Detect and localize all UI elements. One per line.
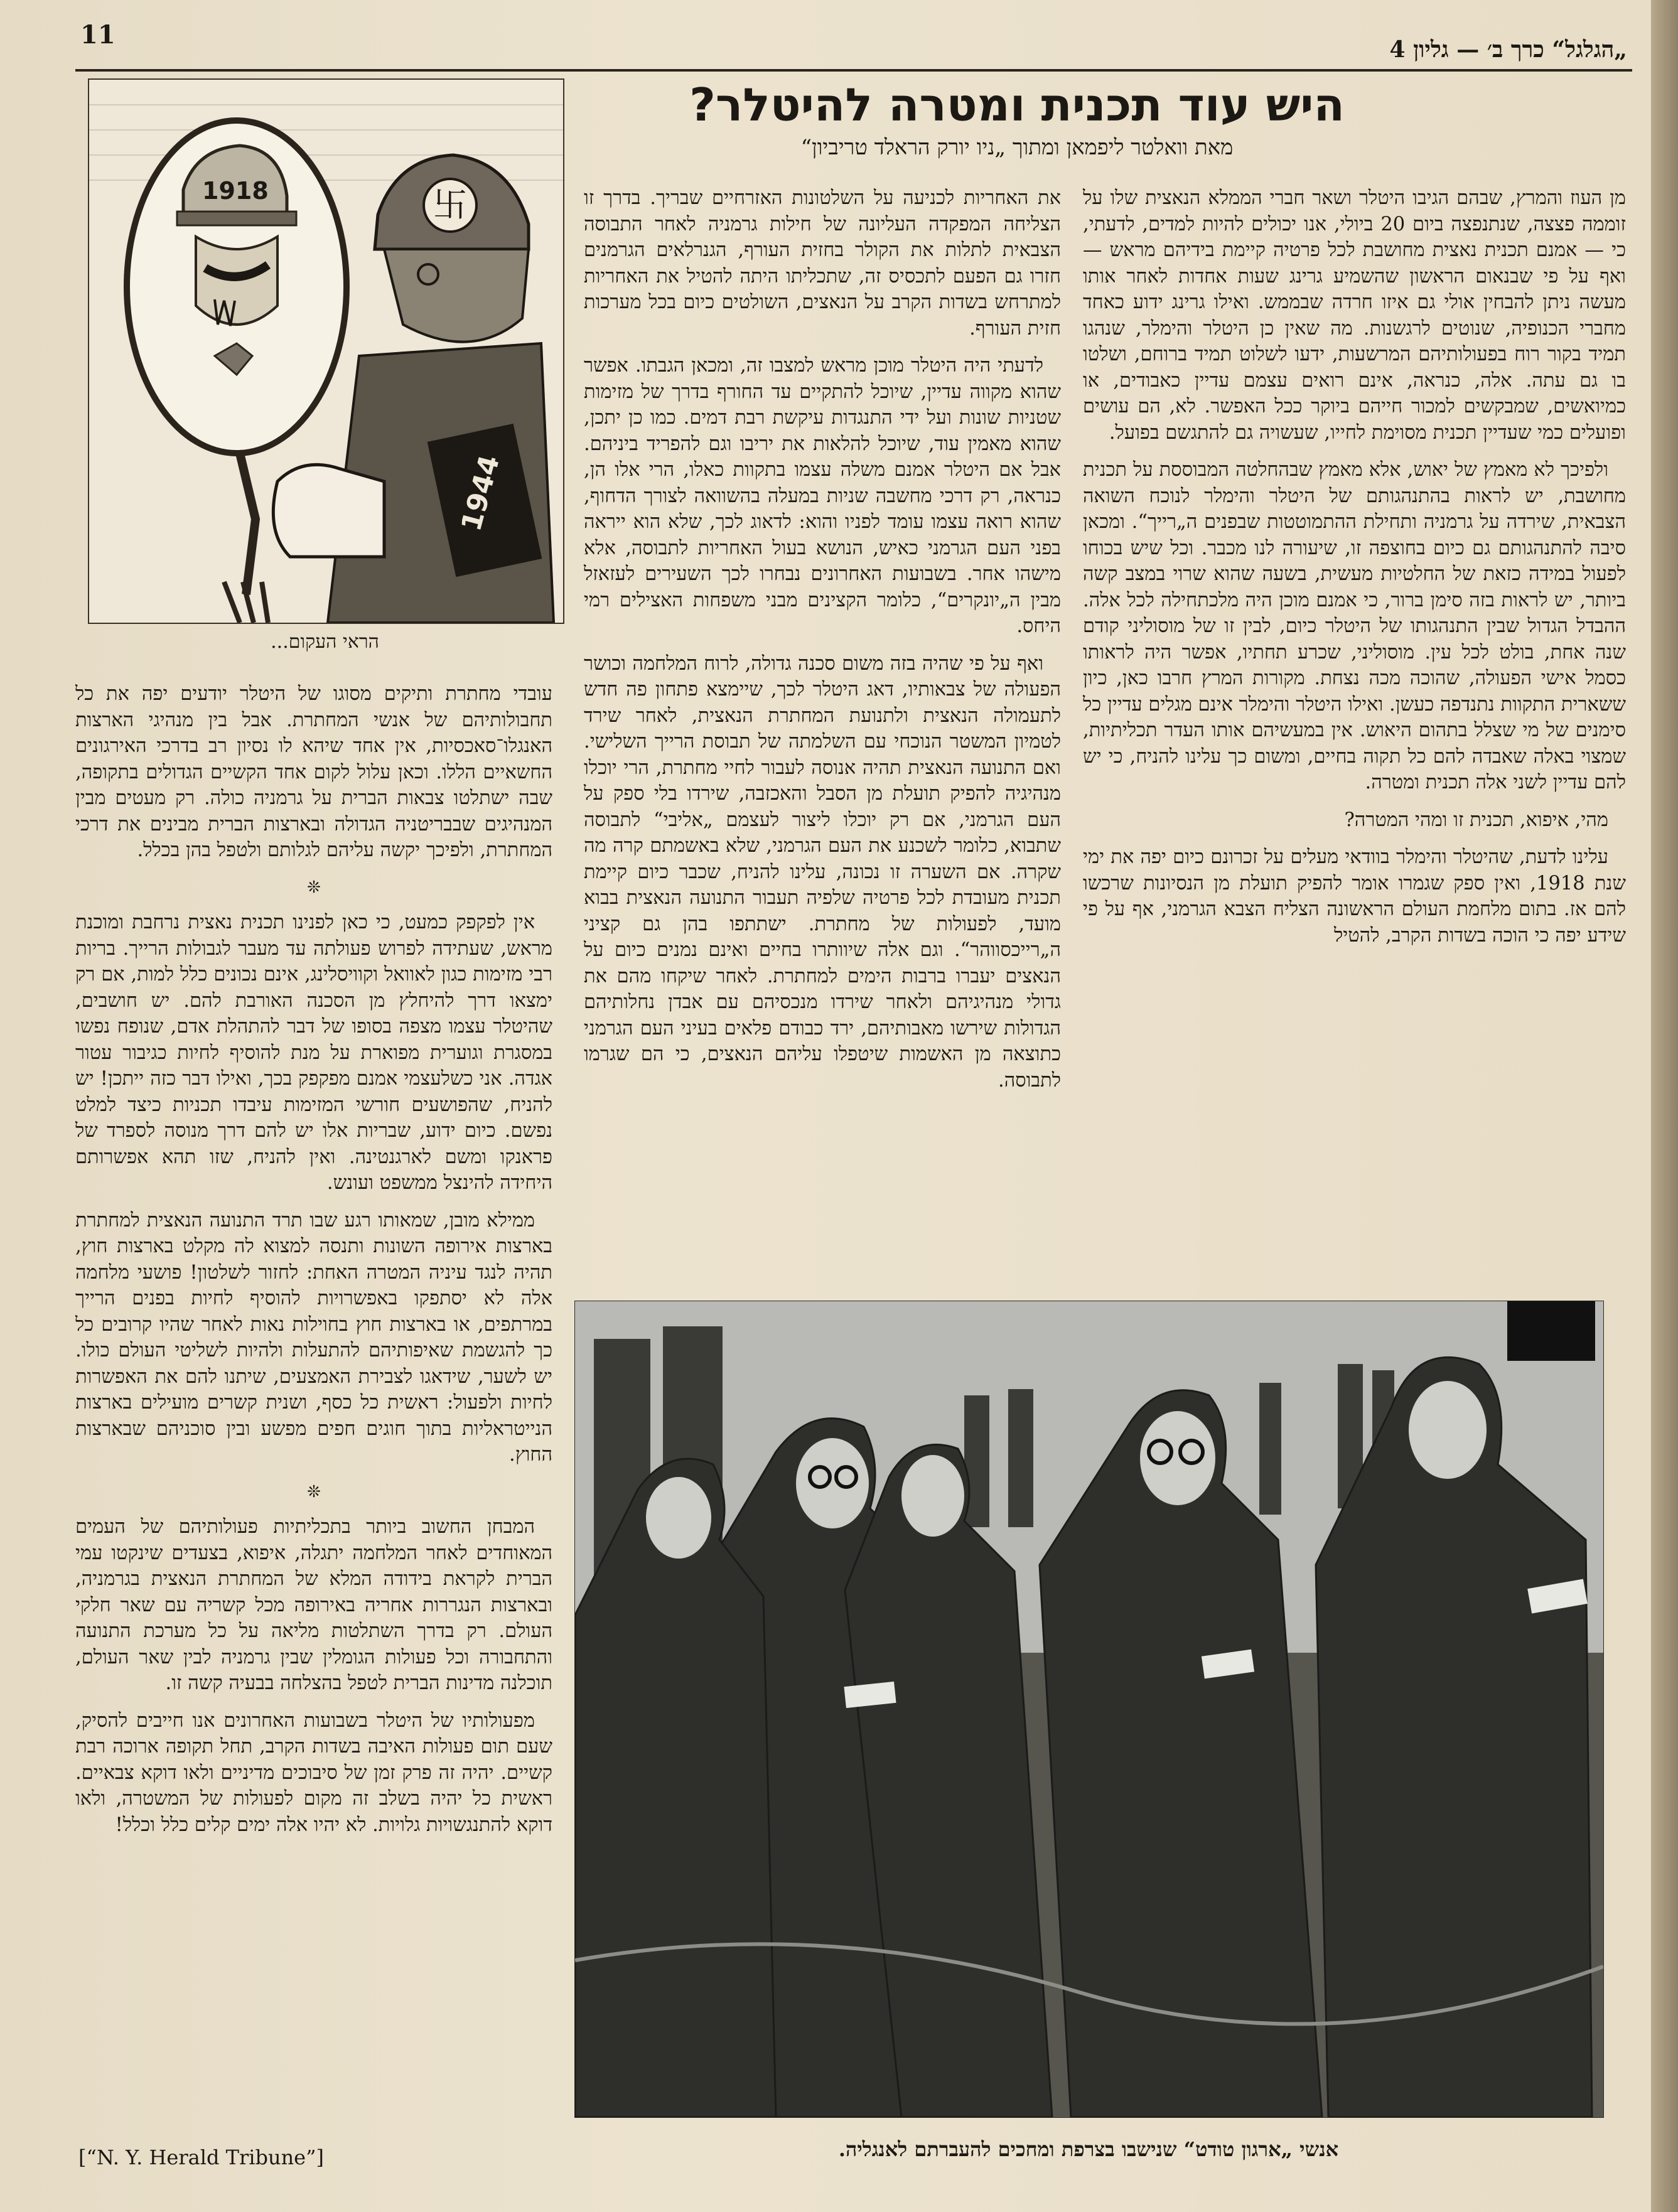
prisoners-photo: [574, 1301, 1604, 2118]
paragraph: אין לפקפק כמעט, כי כאן לפנינו תכנית נאצית נרחבת ומוכנת מראש, שעתידה לפרוש פעולתה עד מעבר לגבולות הרייך. בריות רבי מזימות כגון לאוואל וקוויסלינג, אינם נכונים כלל למות, אם רק ימצאו דרך להיחלץ מן הסכנה האורבת להם. יש חושבים, שהיטלר עצמו מצפה בסופו של דבר להתהלת אדם, שנופח נפשו במסגרת וגוערית מפוארת על מנת להוסיף לחיות כגיבור עטור אגדה. אני כשלעצמי אמנם מפקפק בכך, ואילו דבר כזה ייתכן! יש להניח, שהפושעים חורשי המזימות עיבדו תכניות כיצד למלט נפשם. כיום ידוע, שבריות אלו יש להם דרך מנוסה לספרד של פראנקו ומשם לארגנטינה. ואין להניח, שזו תהא אפשרותם היחידה להינצל ממשפט ועונש.: [75, 911, 552, 1194]
paragraph: המבחן החשוב ביותר בתכליתיות פעולותיהם של העמים המאוחדים לאחר המלחמה יתגלה, איפוא, בצעדים שינקטו עמי הברית לקראת בידודה המלא של המחתרת הנאצית בגרמניה, ובארצות הנגררות אחריה באירופה מכל קשריה עם שאר חלקי העולם. רק בדרך השתלטות מליאה על כל מערכת התנועה והתחבורה וכל פעולות הגומלין שבין גרמניה לבין שאר העולם, תוכלנה מדינות הברית לטפל בהצלחה בבעיה קשה זו.: [75, 1516, 552, 1694]
text-column-3: [75, 681, 552, 2144]
paragraph: ממילא מובן, שמאותו רגע שבו תרד התנועה הנאצית למחתרת בארצות אירופה השונות ותנסה למצוא לה מקלט בארצות חוץ, תהיה לנגד עיניה המטרה האחת: לחזור לשלטון! פושעי מלחמה אלה לא יסתפקו באפשרויות להוסיף לחיות בפנים הרייך במרתפים, או בארצות חוץ בחוילות נאות לאחר שהיו קרובים כל כך להגשמת שאיפותיהם להתעלות ולהיות לשליטי העולם כולו. יש לשער, שידאגו לצבירת האמצעים, שיתנו להם את האפשרות לחיות ולפעול: ראשית כל כסף, ושנית קשרים מועילים בארצות הנייטראליות בתוך חוגים חפים מפשע ובין סוכניהם שבארצות החוץ.: [75, 1209, 552, 1466]
cartoon-illustration: [88, 78, 564, 624]
paragraph: את האחריות לכניעה על השלטונות האזרחיים שבריך. בדרך זו הצליחה המפקדה העליונה של חילות גרמניה לאחר התבוסה הצבאית לתלות את הקולר בחזית העורף, הגנרלאים הגרמנים חזרו גם הפעם לתכסיס זה, שתכליתו היתה להטיל את האחריות למתרחש בשדות הקרב על הנאצים, השולטים כיום בכל מערכות חזית העורף.: [584, 187, 1061, 340]
paragraph: עלינו לדעת, שהיטלר והימלר בוודאי מעלים על זכרונם כיום יפה את ימי שנת 1918, ואין ספק שגמרו אומר להפיק תועלת מן הנסיונות שרכשו להם אז. בתום מלחמת העולם הראשונה הצליח הצבא הגרמני, אף על פי שידע יפה כי הוכה בשדות הקרב, להטיל: [1083, 846, 1626, 947]
section-divider: ❊: [307, 1482, 321, 1501]
helmet-year-text: 1918: [202, 177, 269, 205]
header-rule: [75, 69, 1632, 72]
paragraph: ואף על פי שהיה בזה משום סכנה גדולה, לרוח המלחמה וכושר הפעולה של צבאותיו, דאג היטלר לכך, שיימצא פתחון פה חדש לתעמולה הנאצית ולתנועת המחתרת הנאצית, לאחר שירד לטמיון המשטר הנוכחי עם השלמתה של תבוסת הרייך השלישי. ואם התנועה הנאצית תהיה אנוסה לעבור לחיי מחתרת, הרי יוכלו מנהיגיה להפיק תועלת מן הסבל והאכזבה, שירדו בלי ספק על העם הגרמני, אם רק יוכלו ליצור לעצמם „אליבי“ לתבוסה שתבוא, כלומר לשכנע את העם הגרמני, שלא באשמתם קרה מה שקרה. אם השערה זו נכונה, עלינו להניח, שכבר כיום קיימת תכנית מעובדת לכל פרטיה שלפיה תעבור התנועה הנאצית בבוא מועד, לפעולות של מחתרת. ישתתפו בהן גם קציני ה„רייכסווהר“. וגם אלה שיוותרו בחיים ואינם נמנים כיום על הנאצים יעברו ברבות הימים למחתרת. לאחר שיקחו מהם את גדולי מנהיגיהם ולאחר שירדו מנכסיהם עם אבדן נחלותיהם הגדולות שירשו מאבותיהם, ירד כבודם פלאים בעיני העם הגרמני כתוצאה מן האשמות שיטפלו עליהם הנאצים, כי הם שגרמו לתבוסה.: [584, 652, 1061, 1092]
swastika-glyph: 卐: [433, 185, 467, 225]
paragraph: עובדי מחתרת ותיקים מסוגו של היטלר יודעים יפה את כל תחבולותיהם של אנשי המחתרת. אבל בין מנהיגי הארצות האנגלו־סאכסיות, אין אחד שיהא לו נסיון רב בדרכי האירגונים החשאיים הללו. וכאן עלול לקום אחד הקשיים הגדולים בתקופה, שבה ישתלטו צבאות הברית על גרמניה כולה. רק מעטים מבין המנהיגים שבבריטניה הגדולה ובארצות הברית מבינים את דרכי המחתרת, ולפיכך יקשה עליהם לגלותם ולטפל בהן בכלל.: [75, 683, 552, 861]
section-divider: ❊: [307, 878, 321, 897]
source-credit: [“N. Y. Herald Tribune”]: [78, 2145, 324, 2169]
paragraph: ולפיכך לא מאמץ של יאוש, אלא מאמץ שבהחלטה המבוססת על תכנית מחושבת, יש לראות בהתנהגותם של היטלר והימלר לנוכח השואה הצבאית, שירדה על גרמניה ותחילת ההתמוטטות שבפנים ה„רייך“. ומכאן סיבה להתנהגותם גם כיום בחוצפה זו, שיעורה לנו מכבר. וכל שיש בכוחו לפעול במידה כזאת של החלטיות מעשית, בשעה שהוא שרוי במצב קשה ביותר, יש לראות בזה סימן ברור, כי אמנם מוכן היה מלכתחילה לכל אלה. ההבדל הגדול שבין התנהגותו של היטלר כיום, לבין זו של מוסוליני קודם שנה אחת, בולט לכל עין. מוסוליני, שכרע תחתיו, אפשר היה לראותו כסמל אישי הפעולה, שהוכה מכה נצחת. מקורות המרץ חרבו כאן, כיון ששארית התקוות נתנדפה כעשן. ואילו היטלר והימלר אינם מגלים עדיין כל סימנים של מי שצלל בתהום היאוש. אין במעשיהם אותו העדר תכליתיות, שמצוי באלה שאבדה להם כל תקוה בחיים, ומשום כך עלינו להניח, כי יש להם עדיין לשני אלה תכנית ומטרה.: [1083, 459, 1626, 793]
issue-info: „הגלגל“ כרך ב׳ — גליון 4: [1389, 36, 1627, 63]
paragraph: מפעולותיו של היטלר בשבועות האחרונים אנו חייבים להסיק, שעם תום פעולות האיבה בשדות הקרב, תחל תקופה ארוכה רבת קשיים. יהיה זה פרק זמן של סיבוכים מדיניים ולאו דוקא צבאיים. ראשית כל יהיה בשלב זה מקום לפעולות של המשטרה, ולאו דוקא להתנגשויות גלויות. לא יהיו אלה ימים קלים כלל וכלל!: [75, 1709, 552, 1836]
paragraph: מהי, איפוא, תכנית זו ומהי המטרה?: [1344, 808, 1608, 831]
article-title: היש עוד תכנית ומטרה להיטלר?: [689, 78, 1345, 131]
text-column-1: [1083, 185, 1626, 1252]
cartoon-caption: הראי העקום...: [271, 631, 379, 653]
page-edge: [1651, 0, 1678, 2212]
article-byline: מאת וואלטר ליפמאן ומתוך „ניו יורק הראלד טריביון“: [800, 135, 1234, 160]
page-number: 11: [80, 20, 116, 50]
page-header: [75, 11, 1632, 62]
paragraph: לדעתי היה היטלר מוכן מראש למצבו זה, ומכאן הגבתו. אפשר שהוא מקווה עדיין, שיוכל להתקיים עד החורף בדרך של מזימות שטניות שונות ועל ידי התנגדות עיקשת רבת דמים. כמו כן יתכן, שהוא מאמין עוד, שיוכל להלאות את יריבו וגם להפריד ביניהם. אבל אם היטלר אמנם משלה עצמו בתקוות כאלו, הרי אלו הן, כנראה, רק דרכי מחשבה שניות במעלה בהשוואה לצורך הדחוף, שהוא רואה עצמו עומד לפניו והוא: לדאוג לכך, שלא הוא ייראה בפני העם הגרמני כאיש, הנושא בעול האחריות לתבוסה, אלא מישהו אחר. בשבועות האחרונים נבחרו לכך השעירים לעזאזל מבין ה„יונקרים“, כלומר הקצינים מבני משפחות האצילים רמי היחס.: [584, 355, 1061, 637]
armband-year-text: 1944: [455, 451, 507, 535]
text-column-2: [584, 185, 1061, 1265]
photo-caption: אנשי „ארגון טודט“ שנישבו בצרפת ומחכים להעברתם לאנגליה.: [838, 2137, 1339, 2161]
paragraph: מן העוז והמרץ, שבהם הגיבו היטלר ושאר חברי הממלא הנאצית שלו על זוממה פצצה, שנתנפצה ביום 20 ביולי, אנו יכולים להיות למדים, לדעתי, כי — אמנם תכנית נאצית מחושבת לכל פרטיה קיימת בידיהם מראש — ואף על פי שבנאום הראשון שהשמיע גרינג שעות אחדות לאחר אותו מעשה ניתן להבחין אולי גם איזו חרדה שבממש. ואילו גרינג ידוע כאחד מחברי הכנופיה, שנוטים לרגשנות. מה שאין כן היטלר והימלר, שנהגו תמיד בקור רוח בפעולותיהם המרשעות, ידעו לשלוט תמיד ברוחם, ושלטו בו גם עתה. אלה, כנראה, אינם רואים עצמם עדיין כאבודים, או כמיואשים, שמבקשים למכור חייהם ביוקר ככל האפשר. לא, הם עושים ופועלים כמי שעדיין תכנית מסוימת לחייו, שעשויה גם להתגשם בפועל.: [1083, 187, 1627, 444]
